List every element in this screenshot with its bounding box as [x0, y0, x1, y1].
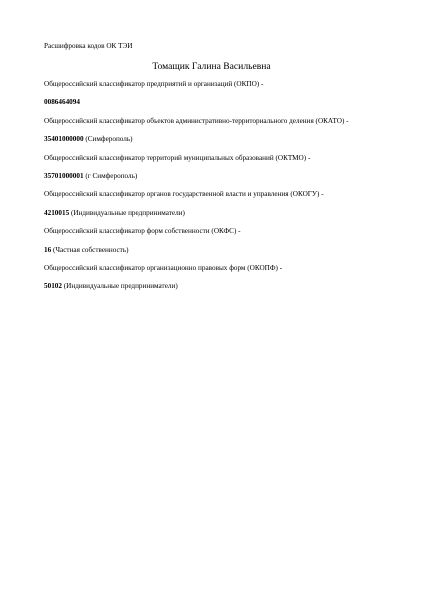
okopf-note: (Индивидуальные предприниматели) [61, 282, 178, 291]
okfs-label: Общероссийский классификатор форм собственности (ОКФС) - [44, 227, 241, 236]
okogu-value [44, 209, 404, 218]
classifier-list [44, 80, 404, 301]
okopf-code: 50102 [44, 282, 62, 291]
oktmo-note: (г Симферополь) [83, 171, 138, 180]
okpo-code: 0086464094 [44, 98, 80, 107]
okopf-value [44, 282, 404, 291]
okogu-code: 4210015 [44, 208, 70, 217]
okpo-label: Общероссийский классификатор предприятий и организаций (ОКПО) - [44, 80, 264, 88]
okogu-label: Общероссийский классификатор органов государственной власти и управления (ОКОГУ) - [44, 190, 324, 199]
okato-label: Общероссийский классификатор объектов административно-территориального деления (ОКАТО) - [44, 116, 349, 125]
document-heading: Расшифровка кодов ОК ТЭИ [44, 42, 133, 50]
okato-code: 35401000000 [44, 135, 84, 144]
okfs-note: (Частная собственность) [51, 245, 129, 254]
okogu-note: (Индивидуальные предприниматели) [69, 208, 185, 217]
oktmo-label: Общероссийский классификатор территорий муниципальных образований (ОКТМО) - [44, 153, 311, 162]
okato-note: (Симферополь) [83, 135, 133, 144]
okfs-value [44, 246, 404, 255]
okato-value [44, 135, 404, 144]
okpo-value [44, 98, 404, 107]
okopf-label: Общероссийский классификатор организационно правовых форм (ОКОПФ) - [44, 263, 283, 272]
okfs-code: 16 [44, 245, 52, 254]
person-name: Томащик Галина Васильевна [152, 61, 271, 72]
oktmo-code: 35701000001 [44, 171, 84, 180]
oktmo-value [44, 172, 404, 181]
